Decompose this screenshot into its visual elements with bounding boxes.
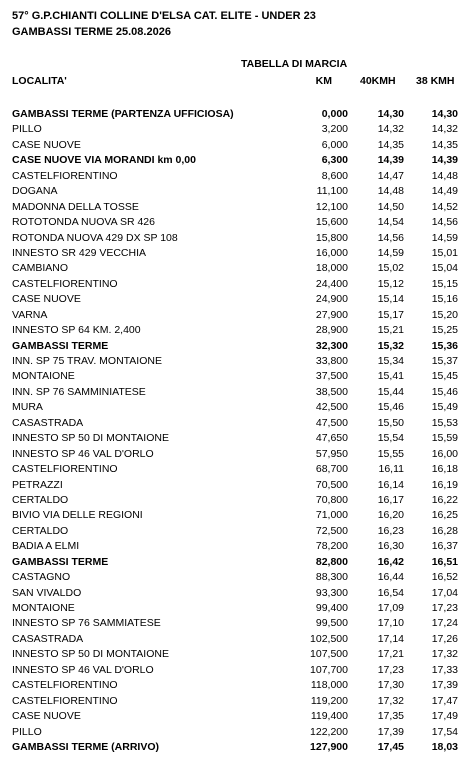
location-cell: INNESTO SP 64 KM. 2,400 — [12, 324, 141, 337]
time-38kmh-cell: 14,52 — [431, 200, 458, 213]
time-38kmh-cell: 15,20 — [431, 308, 458, 321]
km-cell: 118,000 — [310, 679, 348, 692]
table-row — [0, 616, 472, 631]
time-38kmh-cell: 14,49 — [431, 185, 458, 198]
table-row — [0, 354, 472, 369]
location-cell: GAMBASSI TERME (ARRIVO) — [12, 740, 159, 753]
column-header-km: KM — [315, 75, 332, 87]
time-38kmh-cell: 15,01 — [431, 246, 458, 259]
time-40kmh-cell: 14,32 — [377, 123, 404, 136]
table-row — [0, 231, 472, 246]
km-cell: 28,900 — [315, 324, 348, 337]
table-row — [0, 261, 472, 276]
time-40kmh-cell: 17,30 — [377, 679, 404, 692]
table-row — [0, 555, 472, 570]
time-40kmh-cell: 16,23 — [377, 524, 404, 537]
time-38kmh-cell: 18,03 — [431, 740, 458, 753]
location-cell: ROTOTONDA NUOVA SR 426 — [12, 216, 155, 229]
table-row — [0, 339, 472, 354]
time-38kmh-cell: 14,32 — [431, 123, 458, 136]
time-40kmh-cell: 15,21 — [377, 324, 404, 337]
location-cell: CASE NUOVE — [12, 138, 81, 151]
time-38kmh-cell: 17,33 — [431, 663, 458, 676]
km-cell: 99,500 — [315, 617, 348, 630]
time-40kmh-cell: 15,34 — [377, 355, 404, 367]
km-cell: 102,500 — [310, 632, 348, 645]
time-38kmh-cell: 14,39 — [431, 154, 458, 167]
location-cell: MONTAIONE — [12, 602, 75, 614]
location-cell: BADIA A ELMI — [12, 540, 80, 553]
time-40kmh-cell: 17,39 — [377, 725, 404, 738]
time-38kmh-cell: 17,39 — [431, 679, 458, 692]
time-40kmh-cell: 17,23 — [377, 663, 404, 676]
location-cell: PETRAZZI — [12, 478, 63, 491]
location-cell: CASE NUOVE — [12, 710, 81, 723]
location-cell: CASE NUOVE VIA MORANDI km 0,00 — [12, 154, 196, 167]
location-cell: ROTONDA NUOVA 429 DX SP 108 — [12, 231, 178, 244]
table-row — [0, 369, 472, 384]
location-cell: GAMBASSI TERME — [12, 339, 109, 352]
time-40kmh-cell: 14,47 — [377, 169, 404, 182]
time-40kmh-cell: 17,35 — [377, 710, 404, 723]
time-40kmh-cell: 14,39 — [377, 154, 404, 167]
time-40kmh-cell: 14,59 — [377, 246, 404, 259]
time-38kmh-cell: 17,47 — [431, 694, 458, 707]
time-38kmh-cell: 17,24 — [431, 617, 458, 630]
table-row — [0, 122, 472, 137]
time-38kmh-cell: 15,49 — [431, 401, 458, 414]
location-cell: CASASTRADA — [12, 632, 84, 645]
table-row — [0, 323, 472, 338]
time-38kmh-cell: 15,37 — [431, 355, 458, 367]
km-cell: 47,500 — [315, 416, 348, 429]
time-40kmh-cell: 17,21 — [377, 648, 404, 661]
location-cell: CERTALDO — [12, 524, 69, 537]
time-38kmh-cell: 15,45 — [431, 370, 458, 383]
table-row — [0, 400, 472, 415]
km-cell: 68,700 — [315, 463, 348, 476]
km-cell: 11,100 — [316, 185, 348, 198]
table-row — [0, 524, 472, 539]
table-row — [0, 740, 472, 755]
location-cell: CASTELFIORENTINO — [12, 463, 118, 476]
time-38kmh-cell: 16,25 — [431, 509, 458, 522]
km-cell: 8,600 — [321, 169, 348, 182]
table-row — [0, 493, 472, 508]
time-40kmh-cell: 16,30 — [377, 540, 404, 553]
time-38kmh-cell: 16,22 — [431, 493, 458, 506]
time-38kmh-cell: 15,53 — [431, 416, 458, 429]
location-cell: CASASTRADA — [12, 416, 84, 429]
timetable-rows — [0, 107, 472, 755]
location-cell: CASTAGNO — [12, 571, 71, 584]
km-cell: 16,000 — [315, 246, 348, 259]
location-cell: CASTELFIORENTINO — [12, 694, 118, 707]
time-38kmh-cell: 16,00 — [431, 447, 458, 460]
table-row — [0, 308, 472, 323]
time-40kmh-cell: 14,30 — [377, 108, 404, 120]
km-cell: 37,500 — [315, 370, 348, 383]
time-40kmh-cell: 17,10 — [377, 617, 404, 630]
table-row — [0, 694, 472, 709]
km-cell: 93,300 — [315, 586, 348, 599]
table-row — [0, 632, 472, 647]
km-cell: 70,800 — [315, 493, 348, 506]
km-cell: 15,800 — [315, 231, 348, 244]
location-cell: BIVIO VIA DELLE REGIONI — [12, 509, 143, 522]
location-cell: INNESTO SP 50 DI MONTAIONE — [12, 648, 169, 661]
location-cell: GAMBASSI TERME — [12, 555, 109, 568]
km-cell: 32,300 — [315, 339, 348, 352]
table-row — [0, 292, 472, 307]
time-38kmh-cell: 16,52 — [431, 571, 458, 584]
time-40kmh-cell: 17,14 — [377, 632, 404, 645]
time-38kmh-cell: 16,18 — [431, 463, 458, 476]
km-cell: 78,200 — [315, 540, 348, 553]
km-cell: 122,200 — [310, 725, 348, 738]
location-cell: VARNA — [12, 308, 48, 321]
time-38kmh-cell: 17,54 — [431, 725, 458, 738]
time-38kmh-cell: 15,04 — [431, 262, 458, 275]
table-row — [0, 725, 472, 740]
table-row — [0, 462, 472, 477]
table-row — [0, 277, 472, 292]
table-row — [0, 478, 472, 493]
table-row — [0, 709, 472, 724]
km-cell: 18,000 — [315, 262, 348, 275]
table-row — [0, 153, 472, 168]
time-40kmh-cell: 15,02 — [377, 262, 404, 275]
km-cell: 38,500 — [315, 385, 348, 398]
time-40kmh-cell: 15,41 — [377, 370, 404, 383]
time-38kmh-cell: 17,32 — [431, 648, 458, 661]
km-cell: 82,800 — [315, 555, 348, 568]
km-cell: 3,200 — [321, 123, 348, 136]
km-cell: 33,800 — [315, 355, 348, 367]
time-38kmh-cell: 15,46 — [431, 385, 458, 398]
column-header-38kmh: 38 KMH — [416, 75, 455, 87]
time-40kmh-cell: 17,09 — [377, 602, 404, 614]
time-40kmh-cell: 15,50 — [377, 416, 404, 429]
location-cell: PILLO — [12, 725, 42, 738]
table-title: TABELLA DI MARCIA — [241, 58, 348, 70]
location-cell: INN. SP 76 SAMMINIATESE — [12, 385, 146, 398]
location-cell: INNESTO SP 76 SAMMIATESE — [12, 617, 161, 630]
time-38kmh-cell: 15,15 — [431, 277, 458, 290]
time-38kmh-cell: 15,59 — [431, 432, 458, 445]
time-40kmh-cell: 16,11 — [378, 463, 404, 476]
time-40kmh-cell: 15,46 — [377, 401, 404, 414]
km-cell: 27,900 — [315, 308, 348, 321]
table-row — [0, 246, 472, 261]
time-38kmh-cell: 14,48 — [431, 169, 458, 182]
table-row — [0, 663, 472, 678]
location-cell: CAMBIANO — [12, 262, 69, 275]
km-cell: 6,300 — [321, 154, 348, 167]
time-40kmh-cell: 16,17 — [377, 493, 404, 506]
km-cell: 47,650 — [315, 432, 348, 445]
km-cell: 70,500 — [315, 478, 348, 491]
time-38kmh-cell: 15,25 — [431, 324, 458, 337]
location-cell: PILLO — [12, 123, 42, 136]
location-cell: CASTELFIORENTINO — [12, 277, 118, 290]
time-40kmh-cell: 15,54 — [377, 432, 404, 445]
time-38kmh-cell: 16,28 — [431, 524, 458, 537]
time-40kmh-cell: 15,55 — [377, 447, 404, 460]
time-40kmh-cell: 17,45 — [377, 740, 404, 753]
table-row — [0, 169, 472, 184]
time-40kmh-cell: 16,14 — [377, 478, 404, 491]
km-cell: 42,500 — [315, 401, 348, 414]
column-header-40kmh: 40KMH — [360, 75, 396, 87]
location-cell: INN. SP 75 TRAV. MONTAIONE — [12, 355, 162, 367]
table-row — [0, 539, 472, 554]
time-40kmh-cell: 15,44 — [377, 385, 404, 398]
time-38kmh-cell: 17,49 — [431, 710, 458, 723]
time-40kmh-cell: 14,50 — [377, 200, 404, 213]
document-title: 57° G.P.CHIANTI COLLINE D'ELSA CAT. ELITE - UNDER 23 — [12, 10, 316, 22]
table-row — [0, 601, 472, 616]
location-cell: DOGANA — [12, 185, 58, 198]
time-40kmh-cell: 15,12 — [377, 277, 404, 290]
table-row — [0, 200, 472, 215]
time-38kmh-cell: 16,37 — [431, 540, 458, 553]
time-40kmh-cell: 15,32 — [377, 339, 404, 352]
time-40kmh-cell: 17,32 — [377, 694, 404, 707]
table-row — [0, 138, 472, 153]
table-row — [0, 647, 472, 662]
km-cell: 119,400 — [310, 710, 348, 723]
location-cell: INNESTO SR 429 VECCHIA — [12, 246, 147, 259]
km-cell: 119,200 — [310, 694, 348, 707]
time-40kmh-cell: 16,42 — [377, 555, 404, 568]
table-row — [0, 385, 472, 400]
km-cell: 99,400 — [315, 602, 348, 614]
time-38kmh-cell: 17,26 — [431, 632, 458, 645]
document-subtitle: GAMBASSI TERME 25.08.2026 — [12, 26, 171, 38]
location-cell: CERTALDO — [12, 493, 69, 506]
table-row — [0, 184, 472, 199]
km-cell: 24,400 — [315, 277, 348, 290]
location-cell: INNESTO SP 46 VAL D'ORLO — [12, 447, 154, 460]
location-cell: INNESTO SP 46 VAL D'ORLO — [12, 663, 154, 676]
location-cell: GAMBASSI TERME (PARTENZA UFFICIOSA) — [12, 108, 234, 120]
time-38kmh-cell: 17,23 — [431, 602, 458, 614]
table-row — [0, 107, 472, 122]
time-40kmh-cell: 14,35 — [377, 138, 404, 151]
time-38kmh-cell: 15,16 — [431, 293, 458, 306]
time-40kmh-cell: 15,14 — [377, 293, 404, 306]
time-40kmh-cell: 14,54 — [377, 216, 404, 229]
table-row — [0, 586, 472, 601]
km-cell: 71,000 — [315, 509, 348, 522]
table-row — [0, 431, 472, 446]
km-cell: 57,950 — [315, 447, 348, 460]
time-40kmh-cell: 14,56 — [377, 231, 404, 244]
location-cell: CASE NUOVE — [12, 293, 81, 306]
km-cell: 24,900 — [315, 293, 348, 306]
location-cell: MURA — [12, 401, 43, 414]
table-row — [0, 570, 472, 585]
table-row — [0, 678, 472, 693]
location-cell: CASTELFIORENTINO — [12, 679, 118, 692]
column-header-location: LOCALITA' — [12, 75, 67, 87]
location-cell: SAN VIVALDO — [12, 586, 82, 599]
time-38kmh-cell: 16,19 — [431, 478, 458, 491]
table-row — [0, 447, 472, 462]
time-38kmh-cell: 16,51 — [431, 555, 458, 568]
km-cell: 72,500 — [315, 524, 348, 537]
table-row — [0, 508, 472, 523]
km-cell: 88,300 — [315, 571, 348, 584]
km-cell: 127,900 — [310, 740, 348, 753]
table-row — [0, 215, 472, 230]
km-cell: 6,000 — [321, 138, 348, 151]
location-cell: INNESTO SP 50 DI MONTAIONE — [12, 432, 169, 445]
time-40kmh-cell: 16,44 — [377, 571, 404, 584]
km-cell: 107,700 — [310, 663, 348, 676]
time-38kmh-cell: 14,30 — [431, 108, 458, 120]
time-40kmh-cell: 15,17 — [377, 308, 404, 321]
time-38kmh-cell: 17,04 — [431, 586, 458, 599]
km-cell: 0,000 — [321, 108, 348, 120]
table-row — [0, 416, 472, 431]
km-cell: 12,100 — [315, 200, 348, 213]
time-40kmh-cell: 16,20 — [377, 509, 404, 522]
time-38kmh-cell: 14,35 — [431, 138, 458, 151]
time-38kmh-cell: 15,36 — [431, 339, 458, 352]
location-cell: CASTELFIORENTINO — [12, 169, 118, 182]
km-cell: 107,500 — [310, 648, 348, 661]
time-38kmh-cell: 14,56 — [431, 216, 458, 229]
time-40kmh-cell: 16,54 — [377, 586, 404, 599]
time-38kmh-cell: 14,59 — [431, 231, 458, 244]
km-cell: 15,600 — [315, 216, 348, 229]
location-cell: MONTAIONE — [12, 370, 75, 383]
time-40kmh-cell: 14,48 — [377, 185, 404, 198]
location-cell: MADONNA DELLA TOSSE — [12, 200, 139, 213]
